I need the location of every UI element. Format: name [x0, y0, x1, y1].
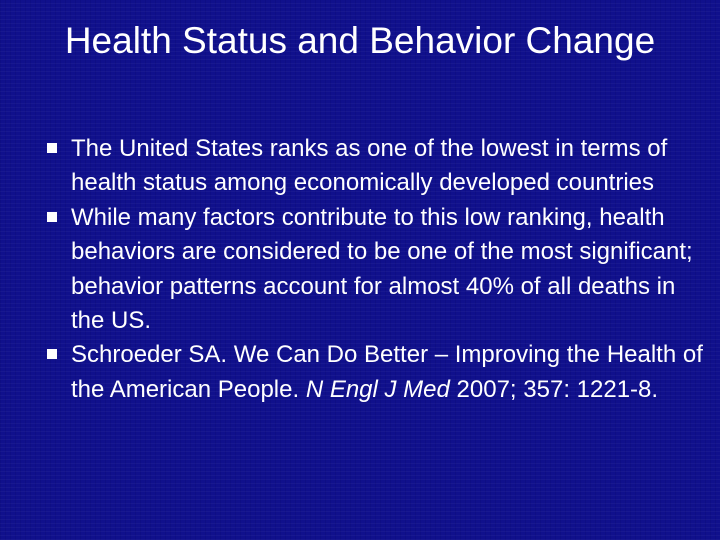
- citation-details: 2007; 357: 1221-8.: [449, 375, 659, 403]
- citation-text: Schroeder SA. We Can Do Better – Improving the Health of the American People.: [71, 341, 703, 403]
- bullet-text: While many factors contribute to this low ranking, health behaviors are considered to be one of the most significant; behavior patterns account for almost 40% of all deaths in the US.: [71, 203, 693, 335]
- bullet-list: [44, 132, 704, 407]
- bullet-item-citation: [44, 338, 704, 407]
- square-bullet-icon: [47, 349, 57, 359]
- square-bullet-icon: [47, 143, 57, 153]
- bullet-item-health-behaviors: [44, 201, 704, 339]
- citation-journal: N Engl J Med: [305, 375, 450, 403]
- slide-title: Health Status and Behavior Change: [64, 20, 656, 61]
- square-bullet-icon: [47, 212, 57, 222]
- bullet-text: The United States ranks as one of the lowest in terms of health status among economically developed countries: [71, 135, 668, 197]
- bullet-item-us-ranking: [44, 132, 704, 201]
